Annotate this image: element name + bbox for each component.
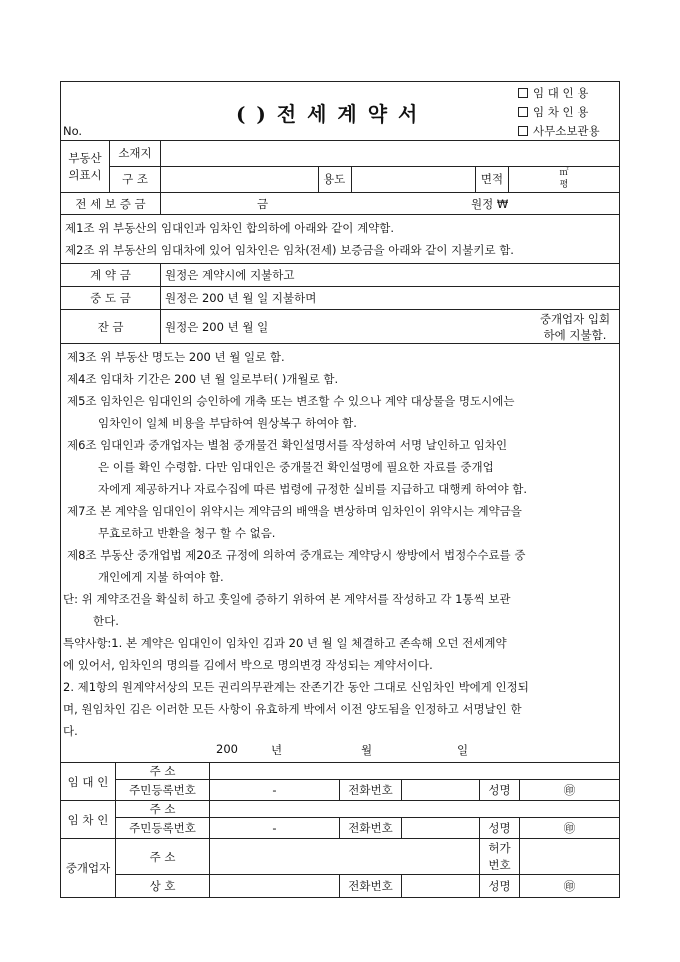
lessor-label: 임 대 인	[61, 763, 116, 800]
middle-payment-text[interactable]: 원정은 200 년 월 일 지불하며	[165, 291, 317, 305]
lessee-id-row	[116, 818, 619, 838]
special-terms-2-end: 다.	[63, 724, 78, 738]
lessee-id-label: 주민등록번호	[116, 818, 210, 838]
page-title: ( ) 전 세 계 약 서	[236, 102, 420, 126]
deposit-amount-label: 금	[257, 196, 269, 211]
lessee-fields	[116, 801, 619, 838]
lessor-seal: ㊞	[563, 783, 576, 797]
checkbox-lessor-copy[interactable]: 임 대 인 용	[518, 84, 600, 103]
checkbox-icon[interactable]	[518, 107, 528, 117]
article-3: 제3조 위 부동산 명도는 200 년 월 일로 함.	[67, 350, 285, 364]
special-terms-2: 2. 제1항의 원계약서상의 모든 권리의무관계는 잔존기간 동안 그대로 신임차인 박에게 인정되	[63, 680, 529, 694]
agent-address-row	[116, 839, 619, 875]
lessor-id-label: 주민등록번호	[116, 780, 210, 800]
article-5-cont: 임차인이 일체 비용을 부담하여 원상복구 하여야 함.	[98, 416, 357, 430]
article-5: 제5조 임차인은 임대인의 승인하에 개축 또는 변조할 수 있으나 계약 대상물을 명도시에는	[67, 394, 515, 408]
special-terms-1: 특약사항:1. 본 계약은 임대인이 임차인 김과 20 년 월 일 체결하고 존속해 오던 전세계약	[63, 636, 507, 650]
article-6: 제6조 임대인과 중개업자는 별첨 중개물건 확인설명서를 작성하여 서명 날인하고 임차인	[67, 438, 508, 452]
agent-section	[61, 839, 619, 897]
lessor-phone-field[interactable]	[402, 780, 480, 800]
clause-1: 제1조 위 부동산의 임대인과 임차인 합의하에 아래와 같이 계약함.	[65, 221, 395, 235]
middle-payment-row	[61, 287, 619, 310]
lessor-phone-label: 전화번호	[340, 780, 402, 800]
checkbox-lessee-copy[interactable]: 임 차 인 용	[518, 103, 600, 122]
property-group-label: 부동산 의표시	[61, 141, 110, 192]
agent-trade-label: 상 호	[116, 875, 210, 897]
balance-payment-row	[61, 310, 619, 344]
agent-license-label: 허가 번호	[480, 839, 520, 874]
special-terms-2-cont: 며, 원임차인 김은 이러한 모든 사항이 유효하게 박에서 이전 양도됨을 인정하고 서명날인 한	[63, 702, 522, 716]
lease-contract-form	[60, 81, 620, 898]
contract-payment-row	[61, 264, 619, 287]
clause-2: 제2조 위 부동산의 임대차에 있어 임차인은 임차(전세) 보증금을 아래와 같이 지불키로 함.	[65, 243, 514, 257]
lessee-address-label: 주 소	[116, 801, 210, 817]
lessor-section	[61, 763, 619, 801]
contract-payment-label: 계 약 금	[61, 264, 161, 286]
location-row	[110, 141, 619, 167]
closing-note-cont: 한다.	[93, 614, 119, 628]
lessor-address-label: 주 소	[116, 763, 210, 779]
deposit-amount-field[interactable]	[161, 193, 619, 214]
article-7: 제7조 본 계약을 임대인이 위약시는 계약금의 배액을 변상하며 임차인이 위약시는 계약금을	[67, 504, 522, 518]
date-year-label: 년	[271, 743, 283, 757]
copy-type-checkboxes	[518, 84, 600, 141]
lessor-fields	[116, 763, 619, 800]
structure-field[interactable]	[161, 167, 319, 192]
use-field[interactable]	[352, 167, 476, 192]
agent-seal: ㊞	[563, 879, 576, 893]
article-7-cont: 무효로하고 반환을 청구 할 수 없음.	[98, 526, 276, 540]
lessee-id-field[interactable]: -	[210, 818, 340, 838]
lessee-section	[61, 801, 619, 839]
deposit-label: 전 세 보 증 금	[61, 193, 161, 214]
deposit-row	[61, 193, 619, 215]
agent-phone-label: 전화번호	[340, 875, 402, 897]
deposit-won-label: 원정 ₩	[471, 196, 509, 211]
area-field[interactable]: ㎡ 평	[559, 168, 569, 191]
agent-name-label: 성명	[480, 875, 520, 897]
article-6-cont-2: 자에게 제공하거나 자료수집에 따른 법령에 규정한 실비를 지급하고 대행케 하여야 함.	[98, 482, 528, 496]
article-6-cont-1: 은 이를 확인 수령함. 다만 임대인은 중개물건 확인설명에 필요한 자료를 중개업	[98, 460, 494, 474]
date-month-label: 월	[361, 743, 373, 757]
balance-payment-text[interactable]: 원정은 200 년 월 일	[165, 319, 269, 334]
articles-section	[61, 344, 619, 763]
agent-label: 중개업자	[61, 839, 116, 897]
structure-label: 구 조	[110, 167, 161, 192]
form-number-label: No.	[63, 124, 83, 138]
date-day-label: 일	[457, 743, 469, 757]
checkbox-icon[interactable]	[518, 88, 528, 98]
property-fields	[110, 141, 619, 192]
date-year: 200	[216, 742, 238, 756]
middle-payment-label: 중 도 금	[61, 287, 161, 309]
agent-fields	[116, 839, 619, 897]
agent-phone-field[interactable]	[402, 875, 480, 897]
lessor-id-field[interactable]: -	[210, 780, 340, 800]
checkbox-office-copy[interactable]: 사무소보관용	[518, 122, 600, 141]
lessee-phone-field[interactable]	[402, 818, 480, 838]
contract-payment-text[interactable]: 원정은 계약시에 지불하고	[165, 268, 295, 282]
date-line	[61, 742, 619, 760]
location-label: 소재지	[110, 141, 161, 166]
balance-payment-note: 중개업자 입회 하에 지불함.	[539, 311, 611, 342]
lessee-label: 임 차 인	[61, 801, 116, 838]
special-terms-1-cont: 에 있어서, 임차인의 명의를 김에서 박으로 명의변경 작성되는 계약서이다.	[63, 658, 433, 672]
agent-address-field[interactable]	[210, 839, 480, 874]
property-section	[61, 141, 619, 193]
lessee-address-field[interactable]	[210, 801, 619, 817]
balance-payment-label: 잔 금	[61, 310, 161, 343]
lessee-phone-label: 전화번호	[340, 818, 402, 838]
agent-license-field[interactable]	[520, 839, 619, 874]
lessor-name-label: 성명	[480, 780, 520, 800]
structure-row	[110, 167, 619, 192]
lessor-address-row	[116, 763, 619, 780]
use-label: 용도	[319, 167, 352, 192]
lessor-id-row	[116, 780, 619, 800]
closing-note: 단: 위 계약조건을 확실히 하고 훗일에 증하기 위하여 본 계약서를 작성하고 각 1통씩 보관	[63, 592, 511, 606]
location-field[interactable]	[161, 141, 619, 166]
lessee-seal: ㊞	[563, 821, 576, 835]
agent-address-label: 주 소	[116, 839, 210, 874]
checkbox-icon[interactable]	[518, 126, 528, 136]
lessee-name-label: 성명	[480, 818, 520, 838]
intro-clauses	[61, 215, 619, 264]
agent-trade-row	[116, 875, 619, 897]
lessor-address-field[interactable]	[210, 763, 619, 779]
article-8: 제8조 부동산 중개업법 제20조 규정에 의하여 중개료는 계약당시 쌍방에서 법정수수료를 중	[67, 548, 526, 562]
lessee-address-row	[116, 801, 619, 818]
form-header	[61, 82, 619, 141]
agent-trade-field[interactable]	[210, 875, 340, 897]
area-label: 면적	[476, 167, 509, 192]
article-8-cont: 개인에게 지불 하여야 함.	[98, 570, 224, 584]
article-4: 제4조 임대차 기간은 200 년 월 일로부터( )개월로 함.	[67, 372, 339, 386]
